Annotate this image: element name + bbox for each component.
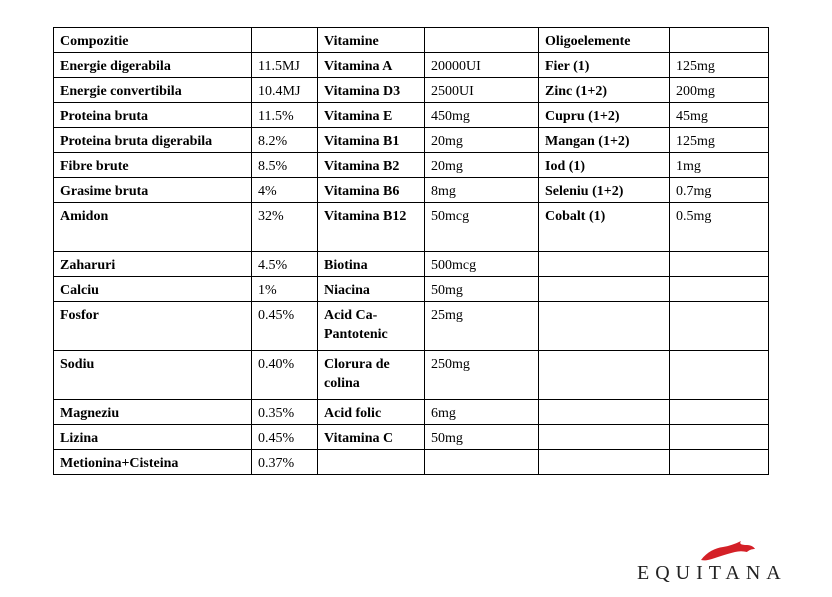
vitamin-value-cell: 500mcg [425,252,539,277]
logo-wordmark: EQUITANA [637,562,787,584]
trace-element-label-cell [539,400,670,425]
table-row [54,128,769,153]
vitamin-label-cell: Vitamina B2 [318,153,425,178]
table-row [54,153,769,178]
trace-element-value-cell: 0.5mg [670,203,769,252]
vitamin-label-cell: Vitamina E [318,103,425,128]
composition-label-cell: Grasime bruta [54,178,252,203]
trace-element-value-cell [670,277,769,302]
header-vitamins: Vitamine [318,28,425,53]
equitana-logo [637,540,809,588]
header-trace-elements-value-cell [670,28,769,53]
composition-value-cell: 0.40% [252,351,318,400]
trace-element-label-cell: Mangan (1+2) [539,128,670,153]
trace-element-value-cell [670,302,769,351]
horse-head-shape [701,541,755,560]
trace-element-value-cell: 125mg [670,53,769,78]
composition-value-cell: 4% [252,178,318,203]
trace-element-label-cell [539,252,670,277]
trace-element-label-cell [539,351,670,400]
trace-element-label-cell: Iod (1) [539,153,670,178]
vitamin-value-cell: 50mg [425,425,539,450]
vitamin-label-cell: Vitamina B12 [318,203,425,252]
composition-value-cell: 0.45% [252,302,318,351]
composition-value-cell: 1% [252,277,318,302]
trace-element-label-cell: Seleniu (1+2) [539,178,670,203]
vitamin-label-cell: Biotina [318,252,425,277]
composition-value-cell: 0.35% [252,400,318,425]
composition-value-cell: 0.37% [252,450,318,475]
vitamin-label-cell: Vitamina B1 [318,128,425,153]
vitamin-label-cell: Acid Ca-Pantotenic [318,302,425,351]
vitamin-label-cell: Acid folic [318,400,425,425]
trace-element-value-cell [670,252,769,277]
composition-label-cell: Zaharuri [54,252,252,277]
trace-element-label-cell [539,425,670,450]
vitamin-value-cell: 2500UI [425,78,539,103]
vitamin-label-cell: Niacina [318,277,425,302]
trace-element-label-cell [539,302,670,351]
composition-label-cell: Metionina+Cisteina [54,450,252,475]
vitamin-value-cell: 20000UI [425,53,539,78]
composition-value-cell: 0.45% [252,425,318,450]
trace-element-value-cell [670,450,769,475]
composition-label-cell: Proteina bruta digerabila [54,128,252,153]
composition-label-cell: Lizina [54,425,252,450]
trace-element-value-cell: 200mg [670,78,769,103]
vitamin-value-cell [425,450,539,475]
table-row [54,302,769,351]
trace-element-value-cell: 45mg [670,103,769,128]
nutrition-table [53,27,769,475]
vitamin-label-cell [318,450,425,475]
vitamin-value-cell: 250mg [425,351,539,400]
trace-element-value-cell [670,351,769,400]
horse-head-icon [697,540,757,562]
table-row [54,103,769,128]
table-row [54,203,769,252]
vitamin-value-cell: 20mg [425,128,539,153]
table-row [54,425,769,450]
trace-element-label-cell: Cobalt (1) [539,203,670,252]
vitamin-value-cell: 8mg [425,178,539,203]
composition-value-cell: 32% [252,203,318,252]
trace-element-value-cell: 1mg [670,153,769,178]
vitamin-label-cell: Clorura de colina [318,351,425,400]
trace-element-label-cell [539,450,670,475]
vitamin-value-cell: 50mg [425,277,539,302]
composition-value-cell: 11.5MJ [252,53,318,78]
vitamin-label-cell: Vitamina C [318,425,425,450]
composition-value-cell: 10.4MJ [252,78,318,103]
composition-label-cell: Sodiu [54,351,252,400]
composition-label-cell: Calciu [54,277,252,302]
header-vitamins-value-cell [425,28,539,53]
composition-value-cell: 8.2% [252,128,318,153]
table-row [54,53,769,78]
trace-element-label-cell: Fier (1) [539,53,670,78]
composition-label-cell: Fibre brute [54,153,252,178]
vitamin-value-cell: 25mg [425,302,539,351]
table-row [54,351,769,400]
table-row [54,400,769,425]
vitamin-value-cell: 6mg [425,400,539,425]
header-composition: Compozitie [54,28,252,53]
trace-element-value-cell [670,425,769,450]
vitamin-value-cell: 20mg [425,153,539,178]
trace-element-value-cell: 125mg [670,128,769,153]
table-row [54,450,769,475]
composition-label-cell: Energie digerabila [54,53,252,78]
composition-label-cell: Proteina bruta [54,103,252,128]
composition-value-cell: 11.5% [252,103,318,128]
vitamin-label-cell: Vitamina A [318,53,425,78]
table-row [54,277,769,302]
trace-element-label-cell [539,277,670,302]
header-composition-value-cell [252,28,318,53]
table-row [54,178,769,203]
composition-label-cell: Amidon [54,203,252,252]
composition-label-cell: Energie convertibila [54,78,252,103]
vitamin-label-cell: Vitamina B6 [318,178,425,203]
table-row [54,252,769,277]
composition-label-cell: Fosfor [54,302,252,351]
vitamin-label-cell: Vitamina D3 [318,78,425,103]
trace-element-value-cell [670,400,769,425]
table-header-row [54,28,769,53]
nutrition-table-body [54,28,769,475]
trace-element-value-cell: 0.7mg [670,178,769,203]
composition-label-cell: Magneziu [54,400,252,425]
vitamin-value-cell: 50mcg [425,203,539,252]
composition-value-cell: 4.5% [252,252,318,277]
vitamin-value-cell: 450mg [425,103,539,128]
composition-value-cell: 8.5% [252,153,318,178]
table-row [54,78,769,103]
trace-element-label-cell: Cupru (1+2) [539,103,670,128]
trace-element-label-cell: Zinc (1+2) [539,78,670,103]
header-trace-elements: Oligoelemente [539,28,670,53]
